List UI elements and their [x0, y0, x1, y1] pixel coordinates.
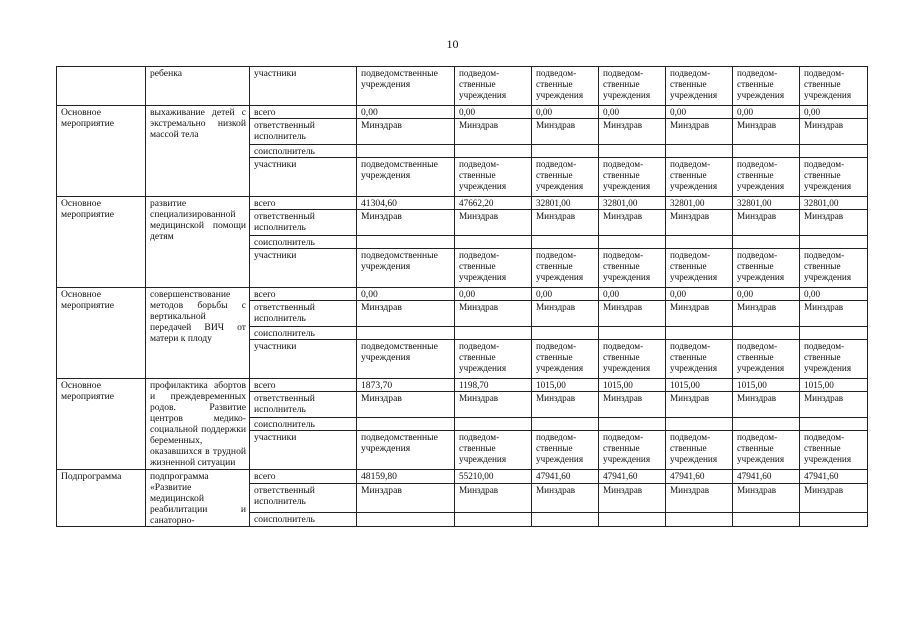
year-value-cell: 48159,80 — [357, 470, 455, 484]
year-value-cell: Минздрав — [357, 484, 455, 513]
year-value-cell: Минздрав — [357, 119, 455, 145]
row-label: соисполнитель — [250, 418, 357, 431]
year-value-cell: Минздрав — [599, 484, 666, 513]
page-number: 10 — [446, 37, 459, 51]
year-value-cell: 32801,00 — [800, 197, 868, 210]
year-value-cell — [733, 512, 800, 526]
year-value-cell: подведом-ственные учреждения — [800, 431, 868, 470]
year-value-cell: Минздрав — [599, 210, 666, 236]
year-value-cell — [532, 236, 599, 249]
row-label: участники — [250, 158, 357, 197]
year-value-cell — [800, 236, 868, 249]
year-value-cell: подведом-ственные учреждения — [666, 249, 733, 288]
year-value-cell: Минздрав — [455, 210, 532, 236]
year-value-cell: Минздрав — [666, 392, 733, 418]
year-value-cell: 47941,60 — [733, 470, 800, 484]
year-value-cell: Минздрав — [357, 301, 455, 327]
year-value-cell: подведом-ственные учреждения — [666, 158, 733, 197]
row-label: всего — [250, 106, 357, 119]
name-cell: выхаживание детей с экстремально низкой массой тела — [146, 106, 250, 197]
year-value-cell: Минздрав — [666, 484, 733, 513]
year-value-cell: подведом-ственные учреждения — [733, 158, 800, 197]
row-label: соисполнитель — [250, 236, 357, 249]
year-value-cell: 32801,00 — [599, 197, 666, 210]
year-value-cell: подведомственные учреждения — [357, 249, 455, 288]
table-row — [57, 470, 868, 484]
year-value-cell: подведом-ственные учреждения — [455, 158, 532, 197]
year-value-cell: 1015,00 — [532, 379, 599, 392]
type-cell: Основное мероприятие — [57, 197, 146, 288]
year-value-cell: подведом-ственные учреждения — [733, 67, 800, 106]
year-value-cell: 0,00 — [800, 106, 868, 119]
year-value-cell: 0,00 — [800, 288, 868, 301]
year-value-cell: подведом-ственные учреждения — [455, 431, 532, 470]
year-value-cell: подведом-ственные учреждения — [733, 249, 800, 288]
year-value-cell: Минздрав — [800, 484, 868, 513]
year-value-cell: 0,00 — [666, 288, 733, 301]
type-cell: Подпрограмма — [57, 470, 146, 527]
table-row — [57, 106, 868, 119]
year-value-cell: 0,00 — [733, 288, 800, 301]
year-value-cell: подведом-ственные учреждения — [532, 249, 599, 288]
table-body — [57, 67, 868, 527]
year-value-cell: подведом-ственные учреждения — [800, 158, 868, 197]
year-value-cell: 0,00 — [455, 288, 532, 301]
year-value-cell — [800, 145, 868, 158]
year-value-cell: Минздрав — [599, 301, 666, 327]
year-value-cell — [733, 418, 800, 431]
table-row — [57, 197, 868, 210]
row-label: участники — [250, 340, 357, 379]
year-value-cell: подведом-ственные учреждения — [800, 249, 868, 288]
year-value-cell: 0,00 — [599, 288, 666, 301]
budget-table — [56, 66, 868, 527]
year-value-cell — [455, 512, 532, 526]
year-value-cell — [599, 236, 666, 249]
year-value-cell: подведом-ственные учреждения — [532, 158, 599, 197]
name-cell: развитие специализированной медицинской помощи детям — [146, 197, 250, 288]
year-value-cell: Минздрав — [666, 210, 733, 236]
year-value-cell: 1015,00 — [733, 379, 800, 392]
year-value-cell: подведом-ственные учреждения — [599, 67, 666, 106]
row-label: участники — [250, 249, 357, 288]
year-value-cell: Минздрав — [357, 392, 455, 418]
year-value-cell: 0,00 — [357, 106, 455, 119]
year-value-cell — [455, 327, 532, 340]
year-value-cell — [666, 418, 733, 431]
year-value-cell: 0,00 — [455, 106, 532, 119]
year-value-cell — [666, 145, 733, 158]
year-value-cell — [532, 145, 599, 158]
year-value-cell: Минздрав — [455, 484, 532, 513]
name-cell: ребенка — [146, 67, 250, 106]
year-value-cell: Минздрав — [733, 119, 800, 145]
year-value-cell: Минздрав — [599, 392, 666, 418]
row-label: участники — [250, 431, 357, 470]
year-value-cell: Минздрав — [733, 392, 800, 418]
year-value-cell: Минздрав — [532, 392, 599, 418]
type-cell: Основное мероприятие — [57, 288, 146, 379]
year-value-cell: 0,00 — [357, 288, 455, 301]
row-label: всего — [250, 379, 357, 392]
year-value-cell — [599, 418, 666, 431]
year-value-cell: подведом-ственные учреждения — [733, 340, 800, 379]
year-value-cell: 47941,60 — [599, 470, 666, 484]
row-label: ответственный исполнитель — [250, 301, 357, 327]
year-value-cell: 1015,00 — [666, 379, 733, 392]
year-value-cell: Минздрав — [599, 119, 666, 145]
year-value-cell: 41304,60 — [357, 197, 455, 210]
year-value-cell: 0,00 — [733, 106, 800, 119]
year-value-cell: подведом-ственные учреждения — [599, 249, 666, 288]
year-value-cell — [666, 236, 733, 249]
year-value-cell: 1198,70 — [455, 379, 532, 392]
year-value-cell: 0,00 — [532, 106, 599, 119]
type-cell: Основное мероприятие — [57, 379, 146, 470]
year-value-cell: подведом-ственные учреждения — [666, 431, 733, 470]
table-row — [57, 379, 868, 392]
year-value-cell: подведом-ственные учреждения — [455, 249, 532, 288]
year-value-cell — [800, 418, 868, 431]
type-cell: Основное мероприятие — [57, 106, 146, 197]
row-label: ответственный исполнитель — [250, 484, 357, 513]
year-value-cell: 47662,20 — [455, 197, 532, 210]
row-label: всего — [250, 197, 357, 210]
year-value-cell: подведом-ственные учреждения — [532, 431, 599, 470]
year-value-cell: подведом-ственные учреждения — [532, 67, 599, 106]
year-value-cell: Минздрав — [733, 301, 800, 327]
year-value-cell: 1015,00 — [599, 379, 666, 392]
year-value-cell — [532, 418, 599, 431]
year-value-cell — [666, 512, 733, 526]
year-value-cell: подведомственные учреждения — [357, 67, 455, 106]
year-value-cell: Минздрав — [666, 119, 733, 145]
year-value-cell: подведомственные учреждения — [357, 340, 455, 379]
year-value-cell — [599, 512, 666, 526]
year-value-cell: 0,00 — [599, 106, 666, 119]
year-value-cell: Минздрав — [532, 484, 599, 513]
row-label: участники — [250, 67, 357, 106]
year-value-cell: 0,00 — [666, 106, 733, 119]
year-value-cell — [357, 327, 455, 340]
row-label: ответственный исполнитель — [250, 119, 357, 145]
row-label: ответственный исполнитель — [250, 392, 357, 418]
year-value-cell — [357, 145, 455, 158]
year-value-cell — [532, 512, 599, 526]
year-value-cell — [733, 327, 800, 340]
year-value-cell — [357, 418, 455, 431]
row-label: соисполнитель — [250, 512, 357, 526]
year-value-cell — [455, 236, 532, 249]
year-value-cell: 47941,60 — [532, 470, 599, 484]
year-value-cell: Минздрав — [800, 301, 868, 327]
year-value-cell: подведомственные учреждения — [357, 431, 455, 470]
year-value-cell — [455, 145, 532, 158]
name-cell: совершенствование методов борьбы с вертикальной передачей ВИЧ от матери к плоду — [146, 288, 250, 379]
year-value-cell — [800, 512, 868, 526]
row-label: всего — [250, 288, 357, 301]
name-cell: подпрограмма «Развитие медицинской реабилитации и санаторно- — [146, 470, 250, 527]
name-cell: профилактика абортов и преждевременных родов. Развитие центров медико-социальной поддержки беременных, оказавшихся в трудной жизненной ситуации — [146, 379, 250, 470]
year-value-cell: 32801,00 — [733, 197, 800, 210]
year-value-cell: 1015,00 — [800, 379, 868, 392]
year-value-cell: 47941,60 — [800, 470, 868, 484]
year-value-cell: 0,00 — [532, 288, 599, 301]
year-value-cell: Минздрав — [455, 301, 532, 327]
year-value-cell: подведом-ственные учреждения — [800, 340, 868, 379]
year-value-cell: Минздрав — [357, 210, 455, 236]
type-cell — [57, 67, 146, 106]
year-value-cell: Минздрав — [800, 119, 868, 145]
year-value-cell: Минздрав — [800, 392, 868, 418]
year-value-cell — [800, 327, 868, 340]
year-value-cell — [357, 236, 455, 249]
year-value-cell: подведом-ственные учреждения — [532, 340, 599, 379]
year-value-cell — [532, 327, 599, 340]
year-value-cell: подведом-ственные учреждения — [800, 67, 868, 106]
year-value-cell: подведом-ственные учреждения — [455, 67, 532, 106]
row-label: всего — [250, 470, 357, 484]
year-value-cell: подведом-ственные учреждения — [455, 340, 532, 379]
year-value-cell: Минздрав — [455, 119, 532, 145]
year-value-cell: Минздрав — [800, 210, 868, 236]
year-value-cell: Минздрав — [532, 301, 599, 327]
year-value-cell: подведом-ственные учреждения — [599, 431, 666, 470]
year-value-cell: Минздрав — [455, 392, 532, 418]
year-value-cell — [733, 145, 800, 158]
year-value-cell: подведом-ственные учреждения — [666, 67, 733, 106]
year-value-cell — [733, 236, 800, 249]
year-value-cell: Минздрав — [733, 210, 800, 236]
row-label: соисполнитель — [250, 327, 357, 340]
year-value-cell: 32801,00 — [532, 197, 599, 210]
year-value-cell: подведом-ственные учреждения — [599, 340, 666, 379]
year-value-cell: 47941,60 — [666, 470, 733, 484]
year-value-cell: Минздрав — [532, 119, 599, 145]
table-row — [57, 67, 868, 106]
year-value-cell: подведом-ственные учреждения — [666, 340, 733, 379]
row-label: ответственный исполнитель — [250, 210, 357, 236]
year-value-cell: Минздрав — [666, 301, 733, 327]
year-value-cell: Минздрав — [733, 484, 800, 513]
year-value-cell — [666, 327, 733, 340]
year-value-cell — [599, 145, 666, 158]
year-value-cell: 32801,00 — [666, 197, 733, 210]
row-label: соисполнитель — [250, 145, 357, 158]
year-value-cell: подведом-ственные учреждения — [733, 431, 800, 470]
year-value-cell — [455, 418, 532, 431]
year-value-cell — [357, 512, 455, 526]
year-value-cell: 55210,00 — [455, 470, 532, 484]
year-value-cell — [599, 327, 666, 340]
year-value-cell: Минздрав — [532, 210, 599, 236]
year-value-cell: 1873,70 — [357, 379, 455, 392]
year-value-cell: подведомственные учреждения — [357, 158, 455, 197]
table-row — [57, 288, 868, 301]
year-value-cell: подведом-ственные учреждения — [599, 158, 666, 197]
